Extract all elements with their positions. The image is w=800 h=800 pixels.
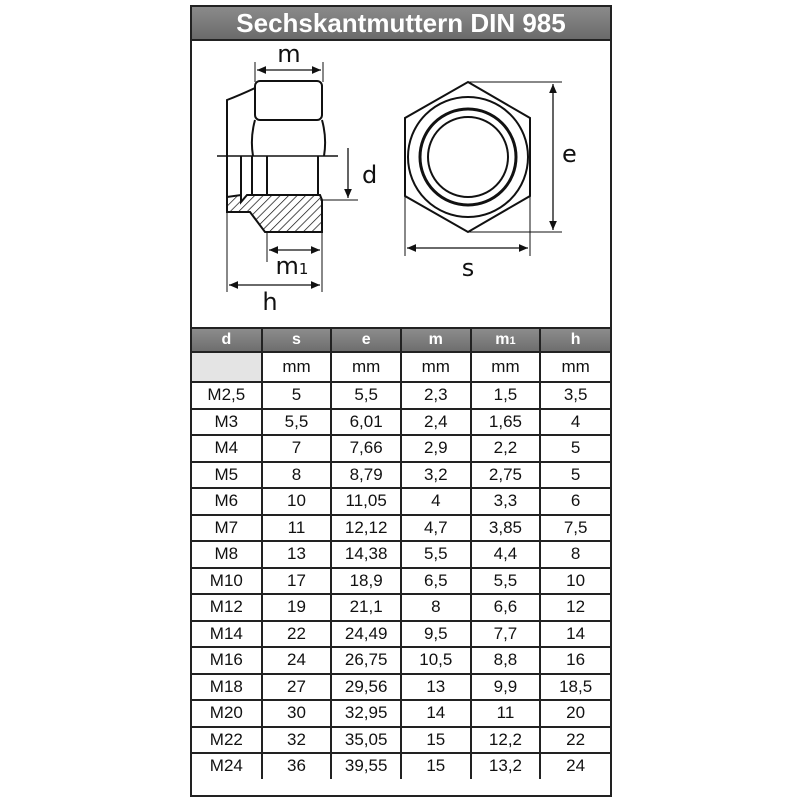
- table-cell: 36: [262, 753, 332, 779]
- unit-cell: mm: [540, 352, 610, 382]
- table-cell: 12: [540, 594, 610, 621]
- header-row: [192, 328, 610, 352]
- column-header-subscript: 1: [509, 335, 516, 347]
- table-cell: 4: [401, 488, 471, 515]
- table-cell: M5: [192, 462, 262, 489]
- label-d: d: [362, 161, 378, 189]
- table-cell: 3,3: [471, 488, 541, 515]
- table-cell: 5: [540, 435, 610, 462]
- column-header-label: m: [495, 331, 510, 348]
- table-cell: 26,75: [331, 647, 401, 674]
- table-cell: 7,5: [540, 515, 610, 542]
- table-cell: 7,7: [471, 621, 541, 648]
- table-cell: 11: [262, 515, 332, 542]
- table-cell: 8: [401, 594, 471, 621]
- table-row: [192, 409, 610, 436]
- table-cell: 6,01: [331, 409, 401, 436]
- table-cell: 39,55: [331, 753, 401, 779]
- table-cell: M16: [192, 647, 262, 674]
- table-cell: 5: [540, 462, 610, 489]
- table-cell: 35,05: [331, 727, 401, 754]
- table-cell: 21,1: [331, 594, 401, 621]
- units-row: [192, 352, 610, 382]
- table-row: [192, 382, 610, 409]
- table-cell: 24,49: [331, 621, 401, 648]
- table-cell: M6: [192, 488, 262, 515]
- table-row: [192, 621, 610, 648]
- table-row: [192, 647, 610, 674]
- table-row: [192, 594, 610, 621]
- table-row: [192, 674, 610, 701]
- table-cell: 16: [540, 647, 610, 674]
- table-cell: 3,5: [540, 382, 610, 409]
- table-cell: 5,5: [262, 409, 332, 436]
- table-cell: M7: [192, 515, 262, 542]
- datasheet: [190, 5, 612, 797]
- table-cell: M3: [192, 409, 262, 436]
- column-header: [262, 328, 332, 352]
- table-cell: M20: [192, 700, 262, 727]
- table-cell: 9,9: [471, 674, 541, 701]
- table-row: [192, 488, 610, 515]
- table-row: [192, 541, 610, 568]
- table-cell: 10: [540, 568, 610, 595]
- table-cell: M4: [192, 435, 262, 462]
- table-row: [192, 462, 610, 489]
- table-cell: 2,4: [401, 409, 471, 436]
- label-m1: m1: [275, 252, 309, 280]
- table-cell: 19: [262, 594, 332, 621]
- table-cell: 10,5: [401, 647, 471, 674]
- dimensions-table: [192, 327, 610, 779]
- table-cell: 4,7: [401, 515, 471, 542]
- table-cell: 32,95: [331, 700, 401, 727]
- table-cell: 32: [262, 727, 332, 754]
- table-cell: M22: [192, 727, 262, 754]
- table-cell: 2,9: [401, 435, 471, 462]
- table-cell: 12,12: [331, 515, 401, 542]
- column-header-label: s: [292, 331, 301, 348]
- column-header-label: e: [361, 331, 371, 348]
- table-row: [192, 727, 610, 754]
- table-cell: M10: [192, 568, 262, 595]
- technical-drawing: [0, 0, 800, 330]
- table-cell: 22: [540, 727, 610, 754]
- table-cell: 24: [540, 753, 610, 779]
- table-cell: M18: [192, 674, 262, 701]
- table-row: [192, 435, 610, 462]
- table-cell: 17: [262, 568, 332, 595]
- table-cell: M2,5: [192, 382, 262, 409]
- table-cell: 4,4: [471, 541, 541, 568]
- table-cell: 5: [262, 382, 332, 409]
- table-cell: 13,2: [471, 753, 541, 779]
- table-cell: 5,5: [331, 382, 401, 409]
- table-row: [192, 515, 610, 542]
- table-cell: 27: [262, 674, 332, 701]
- label-s: s: [461, 254, 475, 282]
- table-cell: 2,75: [471, 462, 541, 489]
- table-cell: 13: [401, 674, 471, 701]
- table-cell: 8,79: [331, 462, 401, 489]
- top-view: [405, 82, 562, 256]
- table-cell: 3,85: [471, 515, 541, 542]
- page-title: Sechskantmuttern DIN 985: [192, 7, 610, 41]
- table-cell: 30: [262, 700, 332, 727]
- unit-cell: mm: [401, 352, 471, 382]
- table-cell: 2,3: [401, 382, 471, 409]
- column-header-label: d: [221, 331, 232, 348]
- column-header-label: h: [570, 331, 581, 348]
- table-cell: 29,56: [331, 674, 401, 701]
- table-cell: 11,05: [331, 488, 401, 515]
- table-cell: M14: [192, 621, 262, 648]
- table-cell: 1,65: [471, 409, 541, 436]
- table-cell: 8: [262, 462, 332, 489]
- table-cell: 20: [540, 700, 610, 727]
- label-m: m: [277, 40, 301, 68]
- table-cell: 7,66: [331, 435, 401, 462]
- table-cell: M8: [192, 541, 262, 568]
- unit-cell: mm: [471, 352, 541, 382]
- table-cell: 11: [471, 700, 541, 727]
- column-header: [540, 328, 610, 352]
- table-cell: 12,2: [471, 727, 541, 754]
- table-cell: 9,5: [401, 621, 471, 648]
- table-cell: 18,9: [331, 568, 401, 595]
- label-e: e: [562, 140, 577, 168]
- table-cell: 24: [262, 647, 332, 674]
- table-cell: 6: [540, 488, 610, 515]
- column-header-label: m: [428, 331, 443, 348]
- unit-cell: mm: [331, 352, 401, 382]
- column-header: [471, 328, 541, 352]
- table-cell: M24: [192, 753, 262, 779]
- label-h: h: [262, 288, 278, 316]
- table-cell: 15: [401, 727, 471, 754]
- table-cell: 10: [262, 488, 332, 515]
- table-cell: 8: [540, 541, 610, 568]
- table-cell: 14,38: [331, 541, 401, 568]
- table-cell: 6,5: [401, 568, 471, 595]
- column-header: [331, 328, 401, 352]
- table-row: [192, 700, 610, 727]
- unit-cell: [192, 352, 262, 382]
- table-cell: 14: [540, 621, 610, 648]
- table-cell: 18,5: [540, 674, 610, 701]
- table-cell: 2,2: [471, 435, 541, 462]
- table-cell: 14: [401, 700, 471, 727]
- table-cell: 4: [540, 409, 610, 436]
- table-cell: 8,8: [471, 647, 541, 674]
- table-row: [192, 568, 610, 595]
- table-row: [192, 753, 610, 779]
- table-cell: 5,5: [401, 541, 471, 568]
- table-cell: 13: [262, 541, 332, 568]
- table-cell: 6,6: [471, 594, 541, 621]
- table-cell: M12: [192, 594, 262, 621]
- table-cell: 3,2: [401, 462, 471, 489]
- table-cell: 7: [262, 435, 332, 462]
- table-cell: 22: [262, 621, 332, 648]
- table-cell: 5,5: [471, 568, 541, 595]
- table-cell: 1,5: [471, 382, 541, 409]
- column-header: [401, 328, 471, 352]
- unit-cell: mm: [262, 352, 332, 382]
- column-header: [192, 328, 262, 352]
- table-cell: 15: [401, 753, 471, 779]
